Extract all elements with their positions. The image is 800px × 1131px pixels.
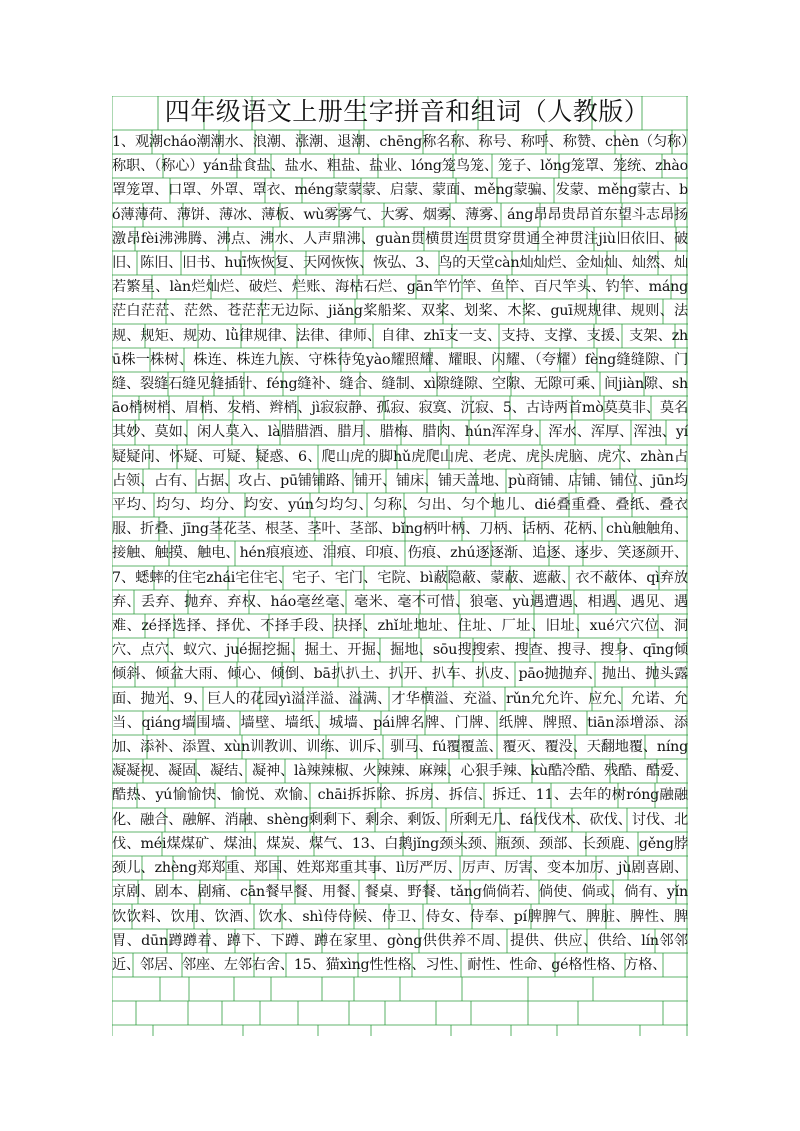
- document-title: 四年级语文上册生字拼音和组词（人教版）: [164, 97, 650, 126]
- document-page: [112, 96, 688, 1036]
- document-body-text: 1、观潮cháo潮潮水、浪潮、涨潮、退潮、chēng称名称、称号、称呼、称赞、chèn（匀称）称职、（称心）yán盐食盐、盐水、粗盐、盐业、lóng笼鸟笼、笼子、lǒng笼罩、笼统、zhào罩笼罩、口罩、外罩、罩衣、méng蒙蒙蒙、启蒙、蒙面、měng蒙骗、发蒙、měng蒙古、bó薄薄荷、薄饼、薄冰、薄板、wù雾雾气、大雾、烟雾、薄雾、áng昂昂贵昂首东望斗志昂扬激昂fèi沸沸腾、沸点、沸水、人声鼎沸、guàn贯横贯连贯贯穿贯通全神贯注jiù旧依旧、破旧、陈旧、旧书、huī恢恢复、天网恢恢、恢弘、3、鸟的天堂càn灿灿烂、金灿灿、灿然、灿若繁星、làn烂灿烂、破烂、烂账、海枯石烂、gān竿竹竿、鱼竿、百尺竿头、钓竿、máng茫白茫茫、茫然、苍茫茫无边际、jiǎng桨船桨、双桨、划桨、木桨、guī规规律、规则、法规、规矩、规劝、lǜ律规律、法律、律师、自律、zhī支一支、支持、支撑、支援、支架、zhū株一株树、株连、株连九族、守株待兔yào耀照耀、耀眼、闪耀、（夸耀）fèng缝缝隙、门缝、裂缝石缝见缝插针、féng缝补、缝合、缝制、xì隙缝隙、空隙、无隙可乘、间jiàn隙、shāo梢树梢、眉梢、发梢、辫梢、jì寂寂静、孤寂、寂寞、沉寂、5、古诗两首mò莫莫非、莫名其妙、莫如、闲人莫入、là腊腊酒、腊月、腊梅、腊肉、hún浑浑身、浑水、浑厚、浑浊、yí疑疑问、怀疑、可疑、疑惑、6、爬山虎的脚hǔ虎爬山虎、老虎、虎头虎脑、虎穴、zhàn占占领、占有、占据、攻占、pū铺铺路、铺开、铺床、铺天盖地、pù商铺、店铺、铺位、jūn均平均、均匀、均分、均安、yún匀均匀、匀称、匀出、匀个地儿、dié叠重叠、叠纸、叠衣服、折叠、jīng茎花茎、根茎、茎叶、茎部、bǐng柄叶柄、刀柄、话柄、花柄、chù触触角、接触、触摸、触电、hén痕痕迹、泪痕、印痕、伤痕、zhú逐逐渐、追逐、逐步、笑逐颜开、7、蟋蟀的住宅zhái宅住宅、宅子、宅门、宅院、bì蔽隐蔽、蒙蔽、遮蔽、衣不蔽体、qì弃放弃、丢弃、抛弃、弃权、háo毫丝毫、毫米、毫不可惜、狼毫、yù遇遭遇、相遇、遇见、遇难、zé择选择、择优、不择手段、抉择、zhǐ址地址、住址、厂址、旧址、xué穴穴位、洞穴、点穴、蚁穴、jué掘挖掘、掘土、开掘、掘地、sōu搜搜索、搜查、搜寻、搜身、qīng倾倾斜、倾盆大雨、倾心、倾倒、bā扒扒土、扒开、扒车、扒皮、pāo抛抛弃、抛出、抛头露面、抛光、9、巨人的花园yì溢洋溢、溢满、才华横溢、充溢、rǔn允允许、应允、允诺、允当、qiáng墙围墙、墙壁、墙纸、城墙、pái牌名牌、门牌、纸牌、牌照、tiān添增添、添加、添补、添置、xùn训教训、训练、训斥、驯马、fú覆覆盖、覆灭、覆没、天翻地覆、níng凝凝视、凝固、凝结、凝神、là辣辣椒、火辣辣、麻辣、心狠手辣、kù酷冷酷、残酷、酷爱、酷热、yú愉愉快、愉悦、欢愉、chāi拆拆除、拆房、拆信、拆迁、11、去年的树róng融融化、融合、融解、消融、shèng剩剩下、剩余、剩饭、所剩无几、fá伐伐木、砍伐、讨伐、北伐、méi煤煤矿、煤油、煤炭、煤气、13、白鹅jǐng颈头颈、瓶颈、颈部、长颈鹿、gěng脖颈儿、zhèng郑郑重、郑国、姓郑郑重其事、lì厉严厉、厉声、厉害、变本加厉、jù剧喜剧、京剧、剧本、剧痛、cān餐早餐、用餐、餐桌、野餐、tǎng倘倘若、倘使、倘或、倘有、yǐn饮饮料、饮用、饮酒、饮水、shì侍侍候、侍卫、侍女、侍奉、pí脾脾气、脾脏、脾性、脾胃、dūn蹲蹲着、蹲下、下蹲、蹲在家里、gòng供供养不周、提供、供应、供给、lín邻邻近、邻居、邻座、左邻右舍、15、猫xìng性性格、习性、耐性、性命、gé格性格、方格、: [112, 134, 688, 973]
